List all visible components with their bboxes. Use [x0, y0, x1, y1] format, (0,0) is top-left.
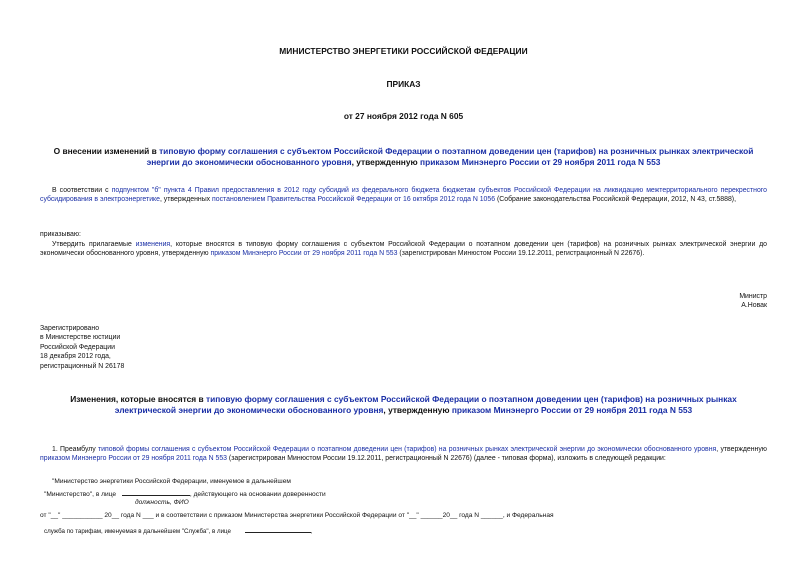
- order-553-link[interactable]: приказом Минэнерго России от 29 ноября 2011 года N 553: [40, 455, 227, 463]
- paragraph-text: Утвердить прилагаемые: [52, 241, 136, 248]
- paragraph-text: , которые вносятся в типовую форму соглашения с субъектом Российской Федерации о поэтапном доведении цен (тарифов) на розничных рынках электрической энергии до экономически обоснованного уровня, утвержденную: [40, 241, 767, 258]
- registration-line: регистрационный N 26178: [40, 362, 125, 370]
- form-line-3: от "__" ___________ 20__ года N ___ и в соответствии с приказом Министерства энергетики Российской Федерации от "__" ______20__ года N ______, и Федеральная: [40, 512, 554, 519]
- signature-position: Министр: [739, 293, 767, 300]
- changes-heading: [40, 394, 767, 416]
- form-text: "Министерство", в лице: [44, 491, 117, 498]
- subparagraph-link[interactable]: подпунктом "б" пункта 4 Правил предоставления в 2012 году субсидий из федерального бюджета бюджетам субъектов Российской Федерации на ликвидацию межтерриториального перекрестного субсидирования в электроэнергетике: [40, 187, 767, 204]
- heading-text: О внесении изменений в: [53, 146, 160, 156]
- typical-form-link[interactable]: типовую форму соглашения с субъектом Российской Федерации о поэтапном доведении цен (тарифов) на розничных рынках электрической энергии до экономически обоснованного уровня: [146, 146, 754, 167]
- order-553-link[interactable]: приказом Минэнерго России от 29 ноября 2011 года N 553: [420, 157, 661, 167]
- heading-text: , утвержденную: [351, 157, 421, 167]
- registration-line: Зарегистрировано: [40, 325, 100, 332]
- item-1-paragraph: [40, 445, 767, 464]
- paragraph-text: (Собрание законодательства Российской Федерации, 2012, N 43, ст.5888),: [495, 196, 737, 204]
- heading-text: Изменения, которые вносятся в: [70, 394, 206, 404]
- paragraph-text: В соответствии с: [52, 187, 112, 194]
- order-553-link[interactable]: приказом Минэнерго России от 29 ноября 2011 года N 553: [451, 405, 693, 415]
- heading-text: , утвержденную: [383, 405, 452, 415]
- form-text: ,: [310, 528, 313, 535]
- blank-field: [245, 525, 311, 533]
- order-553-link[interactable]: приказом Минэнерго России от 29 ноября 2011 года N 553: [210, 250, 398, 258]
- registration-line: в Министерстве юстиции: [40, 334, 121, 342]
- typical-form-link[interactable]: типовой формы соглашения с субъектом Российской Федерации о поэтапном доведении цен (тарифов) на розничных рынках электрической энергии до экономически обоснованного уровня: [98, 446, 717, 453]
- changes-link[interactable]: изменения: [135, 241, 171, 248]
- order-word: приказываю:: [40, 231, 81, 238]
- registration-line: 18 декабря 2012 года,: [40, 353, 111, 361]
- signature-block: [739, 292, 767, 311]
- paragraph-text: , утвержденную: [716, 446, 767, 453]
- preamble-paragraph: [40, 186, 767, 205]
- paragraph-text: (зарегистрирован Минюстом России 19.12.2011, регистрационный N 22676).: [397, 250, 645, 258]
- form-text: , действующего на основании доверенности: [189, 491, 326, 498]
- paragraph-text: , утвержденных: [159, 196, 213, 204]
- registration-line: Российской Федерации: [40, 343, 115, 351]
- form-caption: должность, ФИО: [135, 499, 189, 506]
- signature-name: А.Новак: [741, 302, 767, 310]
- paragraph-text: 1. Преамбулу: [52, 446, 98, 453]
- approve-paragraph: [40, 240, 767, 259]
- document-date-number: от 27 ноября 2012 года N 605: [343, 111, 464, 121]
- form-line-1: "Министерство энергетики Российской Федерации, именуемое в дальнейшем: [52, 478, 291, 485]
- registration-block: [40, 324, 124, 371]
- form-line-4: [44, 525, 312, 536]
- paragraph-text: (зарегистрирован Минюстом России 19.12.2011, регистрационный N 22676) (далее - типовая форма), изложить в следующей редакции:: [227, 455, 666, 463]
- ministry-title: МИНИСТЕРСТВО ЭНЕРГЕТИКИ РОССИЙСКОЙ ФЕДЕРАЦИИ: [279, 46, 528, 56]
- document-type: ПРИКАЗ: [386, 79, 421, 89]
- typical-form-link[interactable]: типовую форму соглашения с субъектом Российской Федерации о поэтапном доведении цен (тарифов) на розничных рынках электрической энергии до экономически обоснованного уровня: [114, 394, 737, 415]
- form-text: служба по тарифам, именуемая в дальнейшем "Служба", в лице: [44, 528, 231, 535]
- blank-field: [122, 488, 190, 496]
- document-heading: [40, 146, 767, 168]
- government-decree-link[interactable]: постановлением Правительства Российской Федерации от 16 октября 2012 года N 1056: [212, 196, 496, 204]
